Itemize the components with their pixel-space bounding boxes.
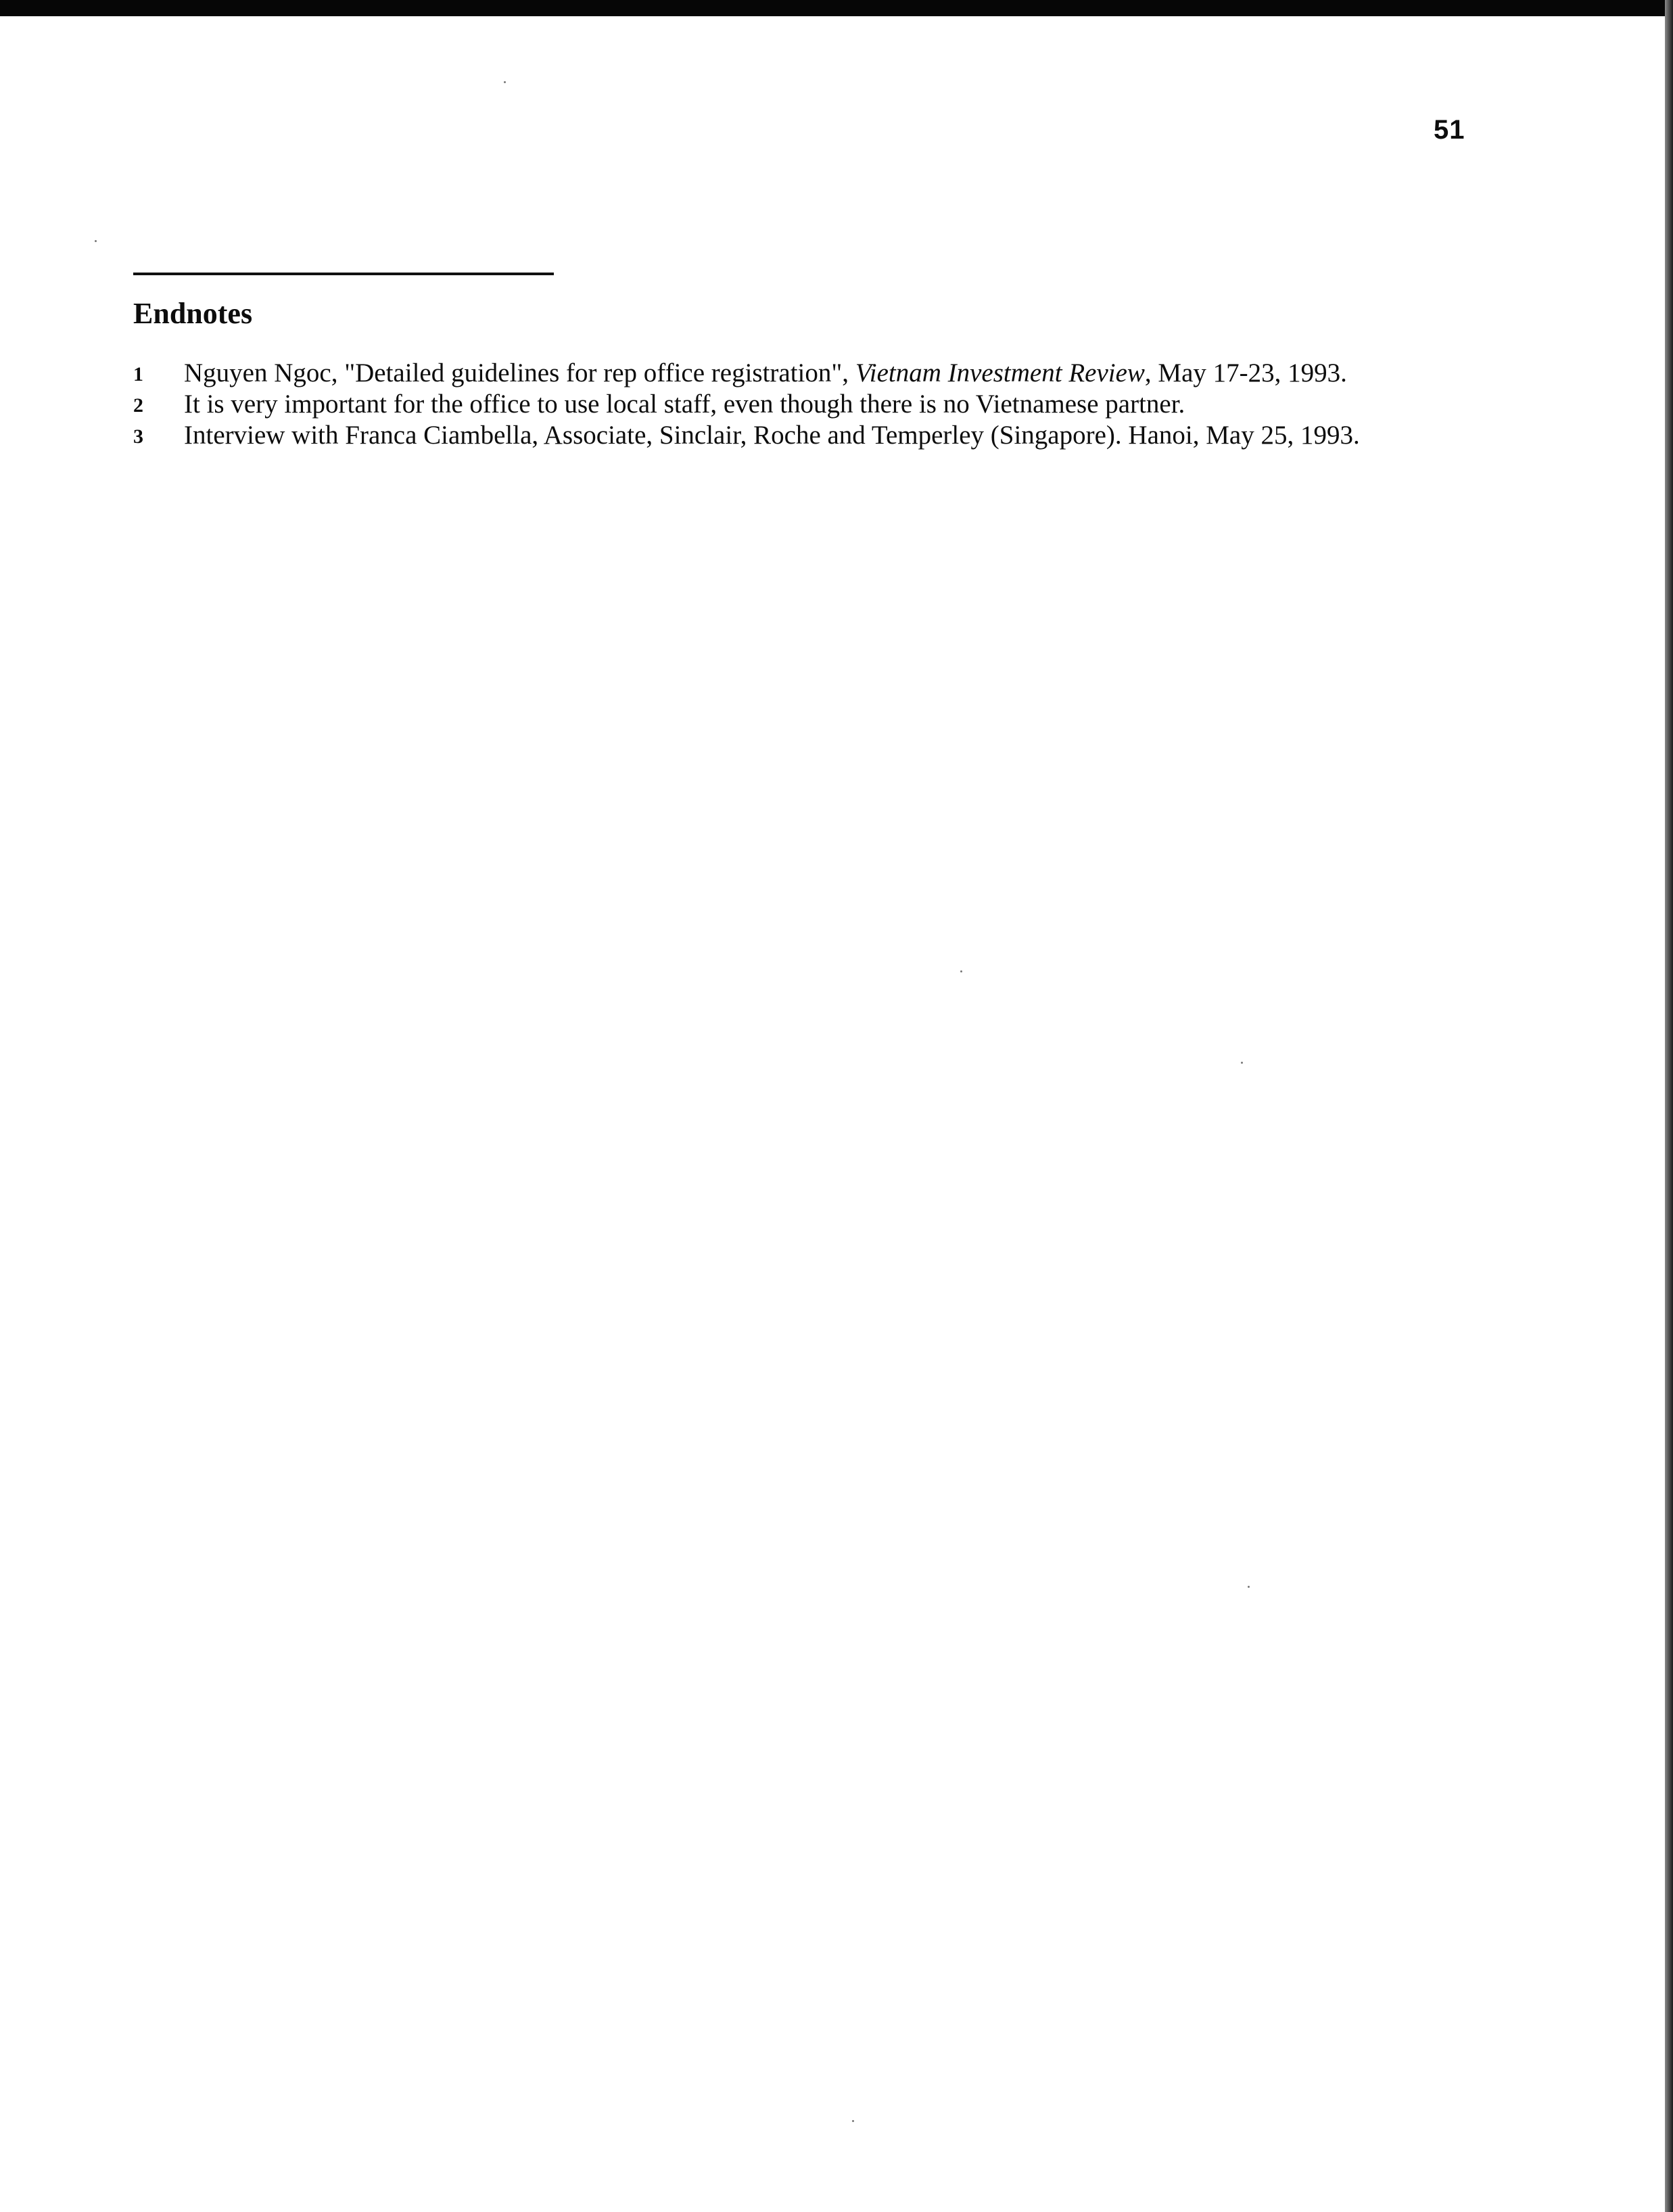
scan-speck — [95, 240, 97, 242]
endnote-text — [184, 421, 1360, 450]
endnotes-heading: Endnotes — [133, 297, 253, 330]
scan-border-top — [0, 0, 1673, 16]
endnote-text-main: Interview with Franca Ciambella, Associate, Sinclair, Roche and Temperley (Singapore). Hanoi, May 25, 1993. — [184, 421, 1360, 450]
endnotes-separator-rule — [133, 273, 554, 275]
endnote-number: 2 — [133, 394, 143, 417]
scan-speck — [852, 2120, 854, 2122]
endnotes-list — [133, 358, 1459, 452]
endnote-item — [133, 358, 1459, 388]
endnote-item — [133, 390, 1459, 419]
endnote-text-tail: , May 17-23, 1993. — [1144, 358, 1347, 387]
endnote-text-main: It is very important for the office to use local staff, even though there is no Vietnamese partner. — [184, 390, 1185, 419]
scan-speck — [1248, 1586, 1250, 1588]
scan-speck — [1241, 1062, 1243, 1064]
endnote-text — [184, 390, 1185, 419]
page-number: 51 — [1434, 115, 1465, 145]
scan-border-right — [1665, 0, 1673, 2212]
endnote-item — [133, 421, 1459, 450]
endnote-text — [184, 358, 1347, 387]
scan-speck — [504, 81, 506, 83]
endnote-publication-title: Vietnam Investment Review — [855, 358, 1145, 387]
endnote-number: 3 — [133, 425, 143, 448]
scan-speck — [960, 970, 962, 972]
endnote-text-main: Nguyen Ngoc, "Detailed guidelines for rep office registration", — [184, 358, 855, 387]
endnote-number: 1 — [133, 363, 143, 385]
